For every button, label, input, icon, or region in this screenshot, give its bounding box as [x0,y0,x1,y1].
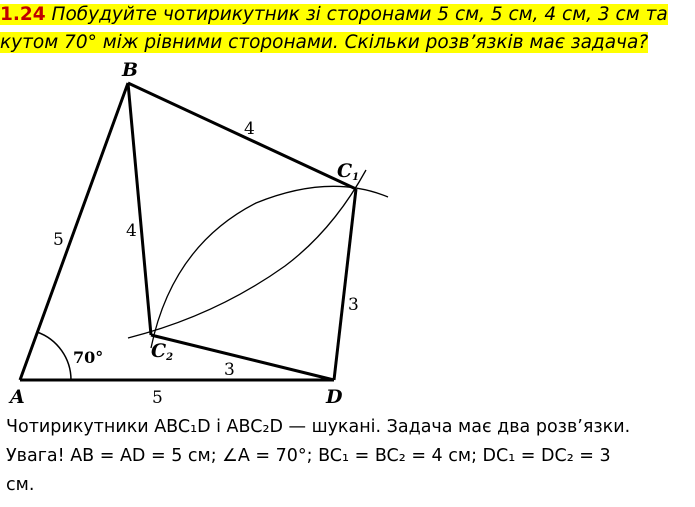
answer-line-2: Увага! AB = AD = 5 см; ∠A = 70°; BC₁ = BC₂ = 4 см; DC₁ = DC₂ = 3 [6,446,611,466]
label-c2-main: C [151,340,167,362]
label-c1 [337,160,359,183]
label-c1-main: C [337,160,353,182]
length-bc2: 4 [126,221,137,241]
label-d: D [326,386,343,408]
side-ab [20,83,128,380]
length-ab: 5 [53,230,64,250]
length-bc1: 4 [244,119,255,139]
problem-number: 1.24 [0,4,46,25]
quadrilateral-construction-figure [0,58,420,410]
side-dc2 [151,335,334,380]
problem-statement [0,1,690,57]
length-dc1: 3 [348,295,359,315]
label-c2-sub: 2 [166,352,174,363]
arc-radius-4-from-b [128,170,366,338]
problem-line-2 [0,29,690,57]
angle-a-label: 70° [73,348,104,367]
problem-line-1 [0,1,690,29]
answer-line-1: Чотирикутники ABC₁D і ABC₂D — шукані. Задача має два розв’язки. [6,417,631,437]
length-ad: 5 [152,388,163,408]
label-b: B [122,59,139,81]
label-c2 [151,340,173,363]
problem-text-1: Побудуйте чотирикутник зі сторонами 5 см, 5 см, 4 см, 3 см та [45,4,668,25]
side-dc1 [334,189,356,380]
side-bc2 [128,83,151,335]
length-dc2: 3 [224,360,235,380]
answer-text [6,413,690,500]
answer-line-3: см. [6,475,35,495]
problem-text-2: кутом 70° між рівними сторонами. Скільки розв’язків має задача? [0,32,649,53]
side-bc1 [128,83,356,189]
label-c1-sub: 1 [352,172,360,183]
label-a: A [10,386,25,408]
angle-70-arc [37,332,71,380]
